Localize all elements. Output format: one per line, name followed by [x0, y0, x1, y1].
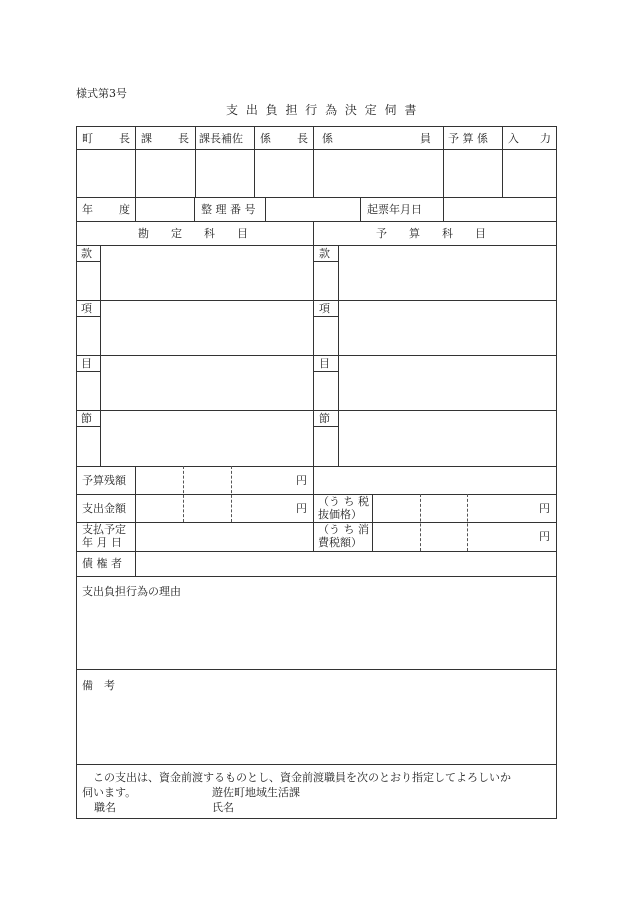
remarks-label: 備 考: [82, 679, 115, 692]
right-kou-label: 項: [319, 302, 330, 315]
reason-label: 支出負担行為の理由: [82, 585, 181, 598]
assistant-chief-label: 課長補佐: [199, 132, 243, 145]
input-label-1: 入: [508, 132, 519, 145]
mayor-label-2: 長: [119, 132, 130, 145]
budget-balance-label: 予算残額: [82, 474, 126, 487]
consumption-tax-yen: 円: [539, 530, 550, 543]
creditor-label: 債 権 者: [82, 557, 122, 570]
payment-date-label-1: 支払予定: [82, 523, 126, 536]
left-kan-label: 款: [81, 247, 92, 260]
payment-date-label-2: 年 月 日: [82, 536, 122, 549]
mayor-label-1: 町: [82, 132, 93, 145]
footer-statement-line2: 伺います。: [82, 786, 137, 799]
section-chief-label-2: 長: [178, 132, 189, 145]
budget-unit-label: 予 算 係: [448, 132, 488, 145]
unit-chief-label-1: 係: [260, 132, 271, 145]
right-kan-label: 款: [319, 247, 330, 260]
section-chief-label-1: 課: [141, 132, 152, 145]
form-number: 様式第3号: [76, 87, 127, 100]
left-moku-label: 目: [81, 357, 92, 370]
right-setsu-label: 節: [319, 412, 330, 425]
footer-department: 遊佐町地域生活課: [212, 786, 300, 799]
accounting-subject-header: 勘 定 科 目: [138, 227, 248, 240]
left-setsu-label: 節: [81, 412, 92, 425]
footer-name-label: 氏名: [212, 801, 234, 814]
fiscal-year-label-2: 度: [119, 203, 130, 216]
left-kou-label: 項: [81, 302, 92, 315]
page-title: 支 出 負 担 行 為 決 定 伺 書: [226, 103, 419, 117]
fiscal-year-label-1: 年: [82, 203, 93, 216]
staff-label-1: 係: [322, 132, 333, 145]
input-label-2: 力: [540, 132, 551, 145]
footer-position-label: 職名: [94, 801, 116, 814]
draft-date-label: 起票年月日: [367, 203, 422, 216]
right-moku-label: 目: [319, 357, 330, 370]
unit-chief-label-2: 長: [297, 132, 308, 145]
budget-subject-header: 予 算 科 目: [376, 227, 486, 240]
staff-label-2: 員: [420, 132, 431, 145]
tax-excluded-label-2: 抜価格）: [318, 508, 362, 521]
expenditure-amount-yen: 円: [296, 502, 307, 515]
reference-number-label: 整 理 番 号: [201, 203, 256, 216]
budget-balance-yen: 円: [296, 474, 307, 487]
consumption-tax-label-1: （う ち 消: [318, 523, 369, 536]
tax-excluded-label-1: （う ち 税: [318, 495, 369, 508]
footer-statement-line1: この支出は、資金前渡するものとし、資金前渡職員を次のとおり指定してよろしいか: [93, 771, 511, 784]
expenditure-amount-label: 支出金額: [82, 502, 126, 515]
tax-excluded-yen: 円: [539, 502, 550, 515]
consumption-tax-label-2: 費税額）: [318, 536, 362, 549]
